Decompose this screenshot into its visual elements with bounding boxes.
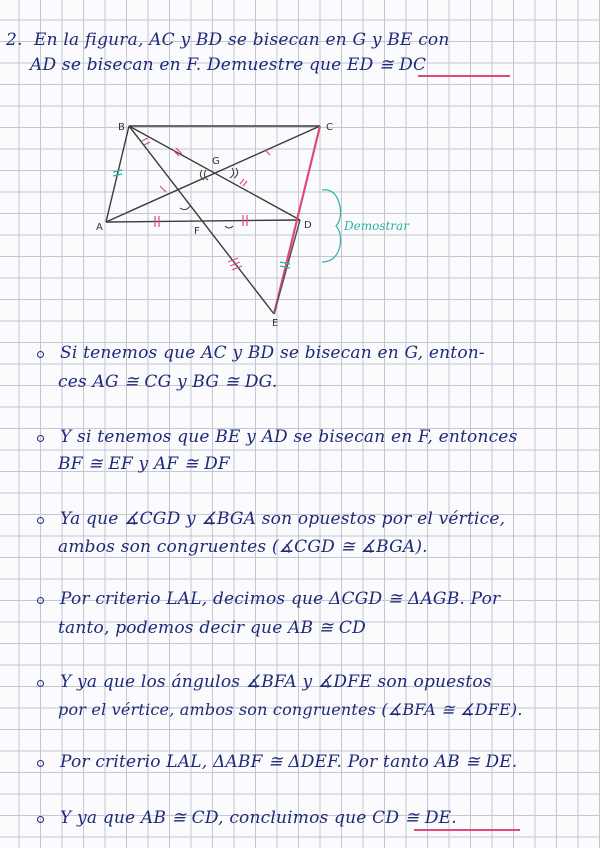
problem-number: 2. xyxy=(6,30,23,50)
problem-line-2: AD se bisecan en F. Demuestre que ED ≅ DC xyxy=(30,55,427,75)
bullet-1 xyxy=(37,351,44,358)
label-c: C xyxy=(326,122,333,133)
conclusion-highlight xyxy=(414,829,520,831)
bullet-2 xyxy=(37,435,44,442)
problem-line-1: En la figura, AC y BD se bisecan en G y BE con xyxy=(34,30,450,50)
step-7-line-1: Y ya que AB ≅ CD, concluimos que CD ≅ DE. xyxy=(60,808,457,828)
step-3-line-2: ambos son congruentes (∡CGD ≅ ∡BGA). xyxy=(58,537,428,557)
step-5-line-2: por el vértice, ambos son congruentes (∡BFA ≅ ∡DFE). xyxy=(58,700,523,719)
bullet-5 xyxy=(37,680,44,687)
step-4-line-1: Por criterio LAL, decimos que ΔCGD ≅ ΔAGB. Por xyxy=(60,589,501,609)
step-2-line-1: Y si tenemos que BE y AD se bisecan en F, entonces xyxy=(60,427,518,447)
bullet-4 xyxy=(37,597,44,604)
label-b: B xyxy=(118,122,125,133)
label-e: E xyxy=(272,318,279,329)
step-4-line-2: tanto, podemos decir que AB ≅ CD xyxy=(58,618,366,638)
label-g: G xyxy=(212,156,220,167)
step-2-line-2: BF ≅ EF y AF ≅ DF xyxy=(58,454,230,474)
step-1-line-2: ces AG ≅ CG y BG ≅ DG. xyxy=(58,372,278,392)
label-f: F xyxy=(194,226,200,237)
bullet-7 xyxy=(37,816,44,823)
segment-ba xyxy=(106,126,129,222)
step-1-line-1: Si tenemos que AC y BD se bisecan en G, enton- xyxy=(60,343,485,363)
segment-ac xyxy=(106,126,320,222)
label-d: D xyxy=(304,220,312,231)
step-3-line-1: Ya que ∡CGD y ∡BGA son opuestos por el vértice, xyxy=(60,509,506,529)
bullet-3 xyxy=(37,517,44,524)
annotation-demostrar: Demostrar xyxy=(344,219,409,233)
step-5-line-1: Y ya que los ángulos ∡BFA y ∡DFE son opuestos xyxy=(60,672,492,692)
bullet-6 xyxy=(37,760,44,767)
step-6-line-1: Por criterio LAL, ΔABF ≅ ΔDEF. Por tanto AB ≅ DE. xyxy=(60,752,518,772)
label-a: A xyxy=(96,222,103,233)
